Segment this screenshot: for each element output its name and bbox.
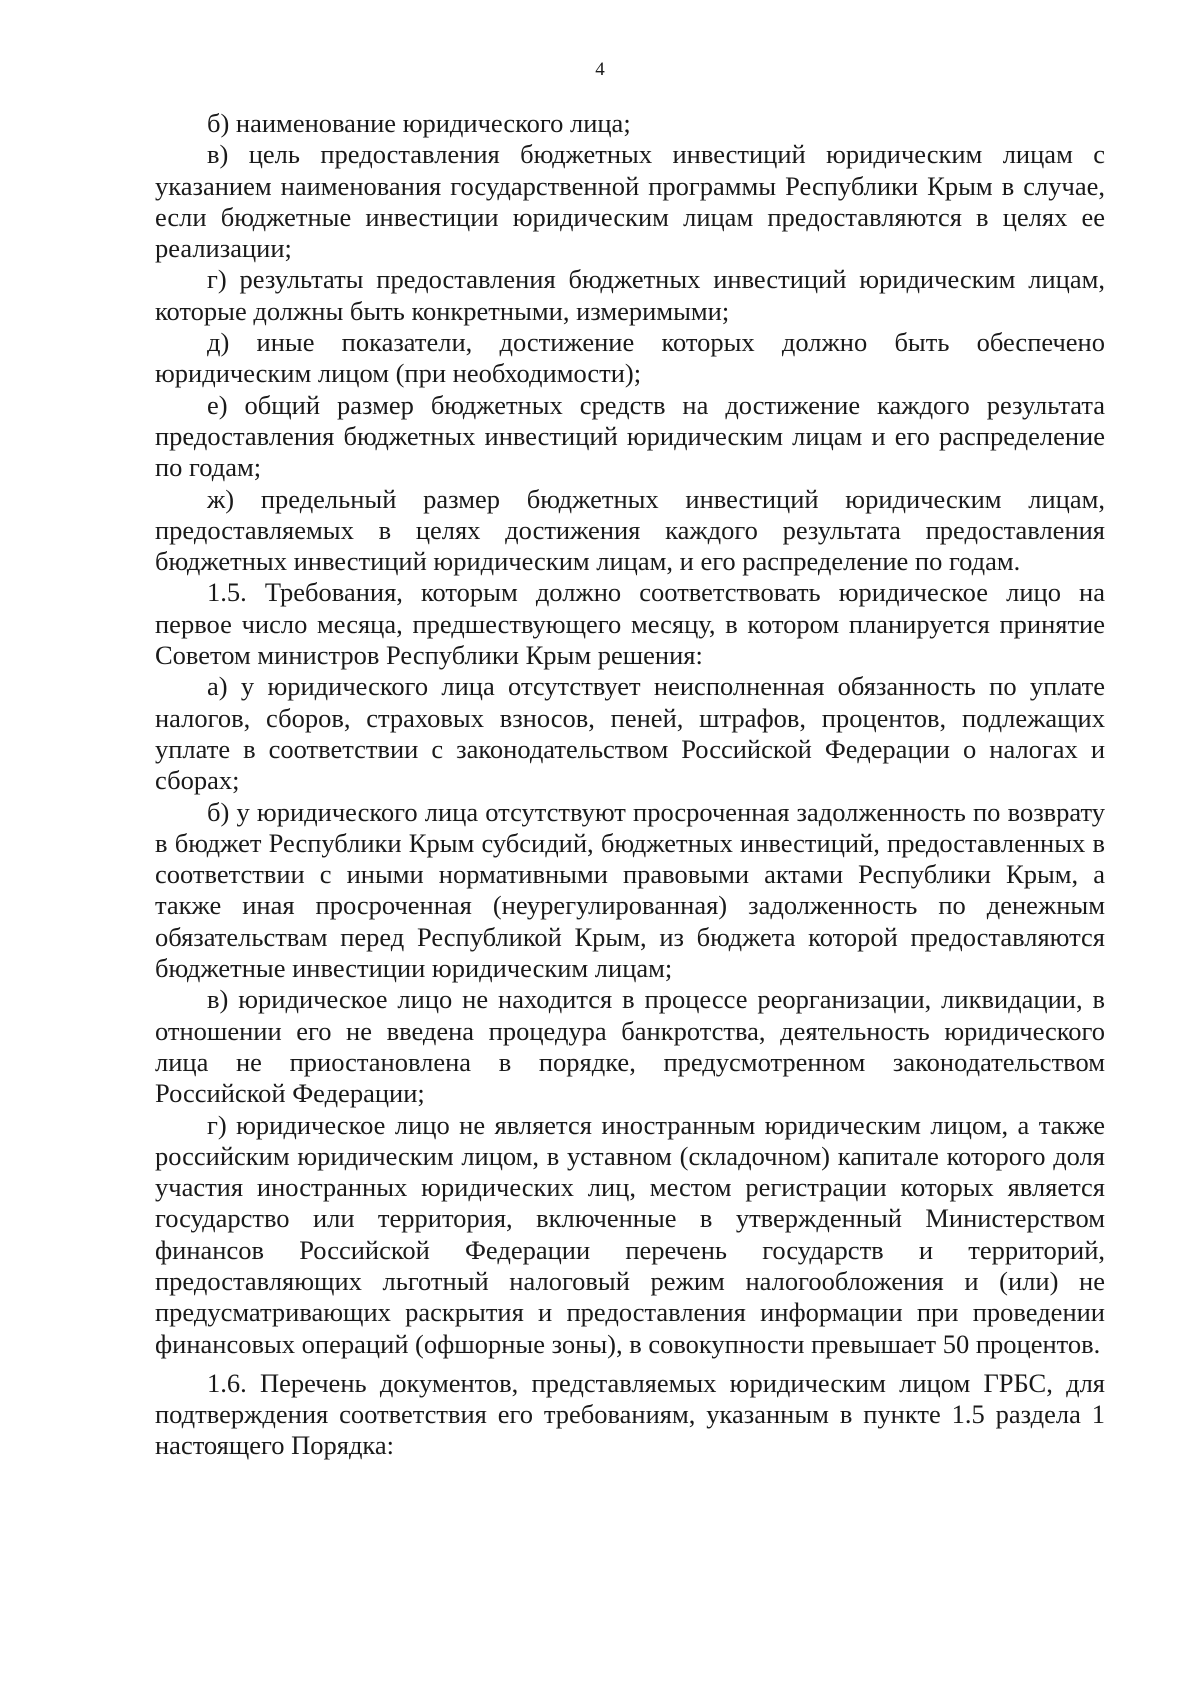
paragraph-g-results: г) результаты предоставления бюджетных инвестиций юридическим лицам, которые должны быть конкретными, измеримыми;: [155, 264, 1105, 326]
paragraph-1-5-requirements: 1.5. Требования, которым должно соответствовать юридическое лицо на первое число месяца, предшествующего месяцу, в котором планируется принятие Советом министров Республики Крым решения:: [155, 577, 1105, 671]
page-number: 4: [595, 59, 605, 80]
paragraph-zh-max-amount: ж) предельный размер бюджетных инвестиций юридическим лицам, предоставляемых в целях достижения каждого результата предоставления бюджетных инвестиций юридическим лицам, и его распределение по годам.: [155, 483, 1105, 577]
document-body: [155, 108, 1105, 1462]
paragraph-g-not-foreign: г) юридическое лицо не является иностранным юридическим лицом, а также российским юридическим лицом, в уставном (складочном) капитале которого доля участия иностранных юридических лиц, местом регистрации которых является государство или территория, включенные в утвержденный Министерством финансов Российской Федерации перечень государств и территорий, предоставляющих льготный налоговый режим налогообложения и (или) не предусматривающих раскрытия и предоставления информации при проведении финансовых операций (офшорные зоны), в совокупности превышает 50 процентов.: [155, 1109, 1105, 1359]
paragraph-e-total-amount: е) общий размер бюджетных средств на достижение каждого результата предоставления бюджетных инвестиций юридическим лицам и его распределение по годам;: [155, 389, 1105, 483]
paragraph-1-6-documents: 1.6. Перечень документов, представляемых юридическим лицом ГРБС, для подтверждения соответствия его требованиям, указанным в пункте 1.5 раздела 1 настоящего Порядка:: [155, 1367, 1105, 1461]
paragraph-b-name: б) наименование юридического лица;: [207, 108, 631, 138]
paragraph-v-not-reorganizing: в) юридическое лицо не находится в процессе реорганизации, ликвидации, в отношении его не введена процедура банкротства, деятельность юридического лица не приостановлена в порядке, предусмотренном законодательством Российской Федерации;: [155, 984, 1105, 1109]
paragraph-d-indicators: д) иные показатели, достижение которых должно быть обеспечено юридическим лицом (при необходимости);: [155, 327, 1105, 389]
paragraph-v-purpose: в) цель предоставления бюджетных инвестиций юридическим лицам с указанием наименования государственной программы Республики Крым в случае, если бюджетные инвестиции юридическим лицам предоставляются в целях ее реализации;: [155, 139, 1105, 264]
paragraph-b-no-overdue-debt: б) у юридического лица отсутствуют просроченная задолженность по возврату в бюджет Республики Крым субсидий, бюджетных инвестиций, предоставленных в соответствии с иными нормативными правовыми актами Республики Крым, а также иная просроченная (неурегулированная) задолженность по денежным обязательствам перед Республикой Крым, из бюджета которой предоставляются бюджетные инвестиции юридическим лицам;: [155, 796, 1105, 984]
paragraph-a-no-tax-debt: а) у юридического лица отсутствует неисполненная обязанность по уплате налогов, сборов, страховых взносов, пеней, штрафов, процентов, подлежащих уплате в соответствии с законодательством Российской Федерации о налогах и сборах;: [155, 671, 1105, 796]
